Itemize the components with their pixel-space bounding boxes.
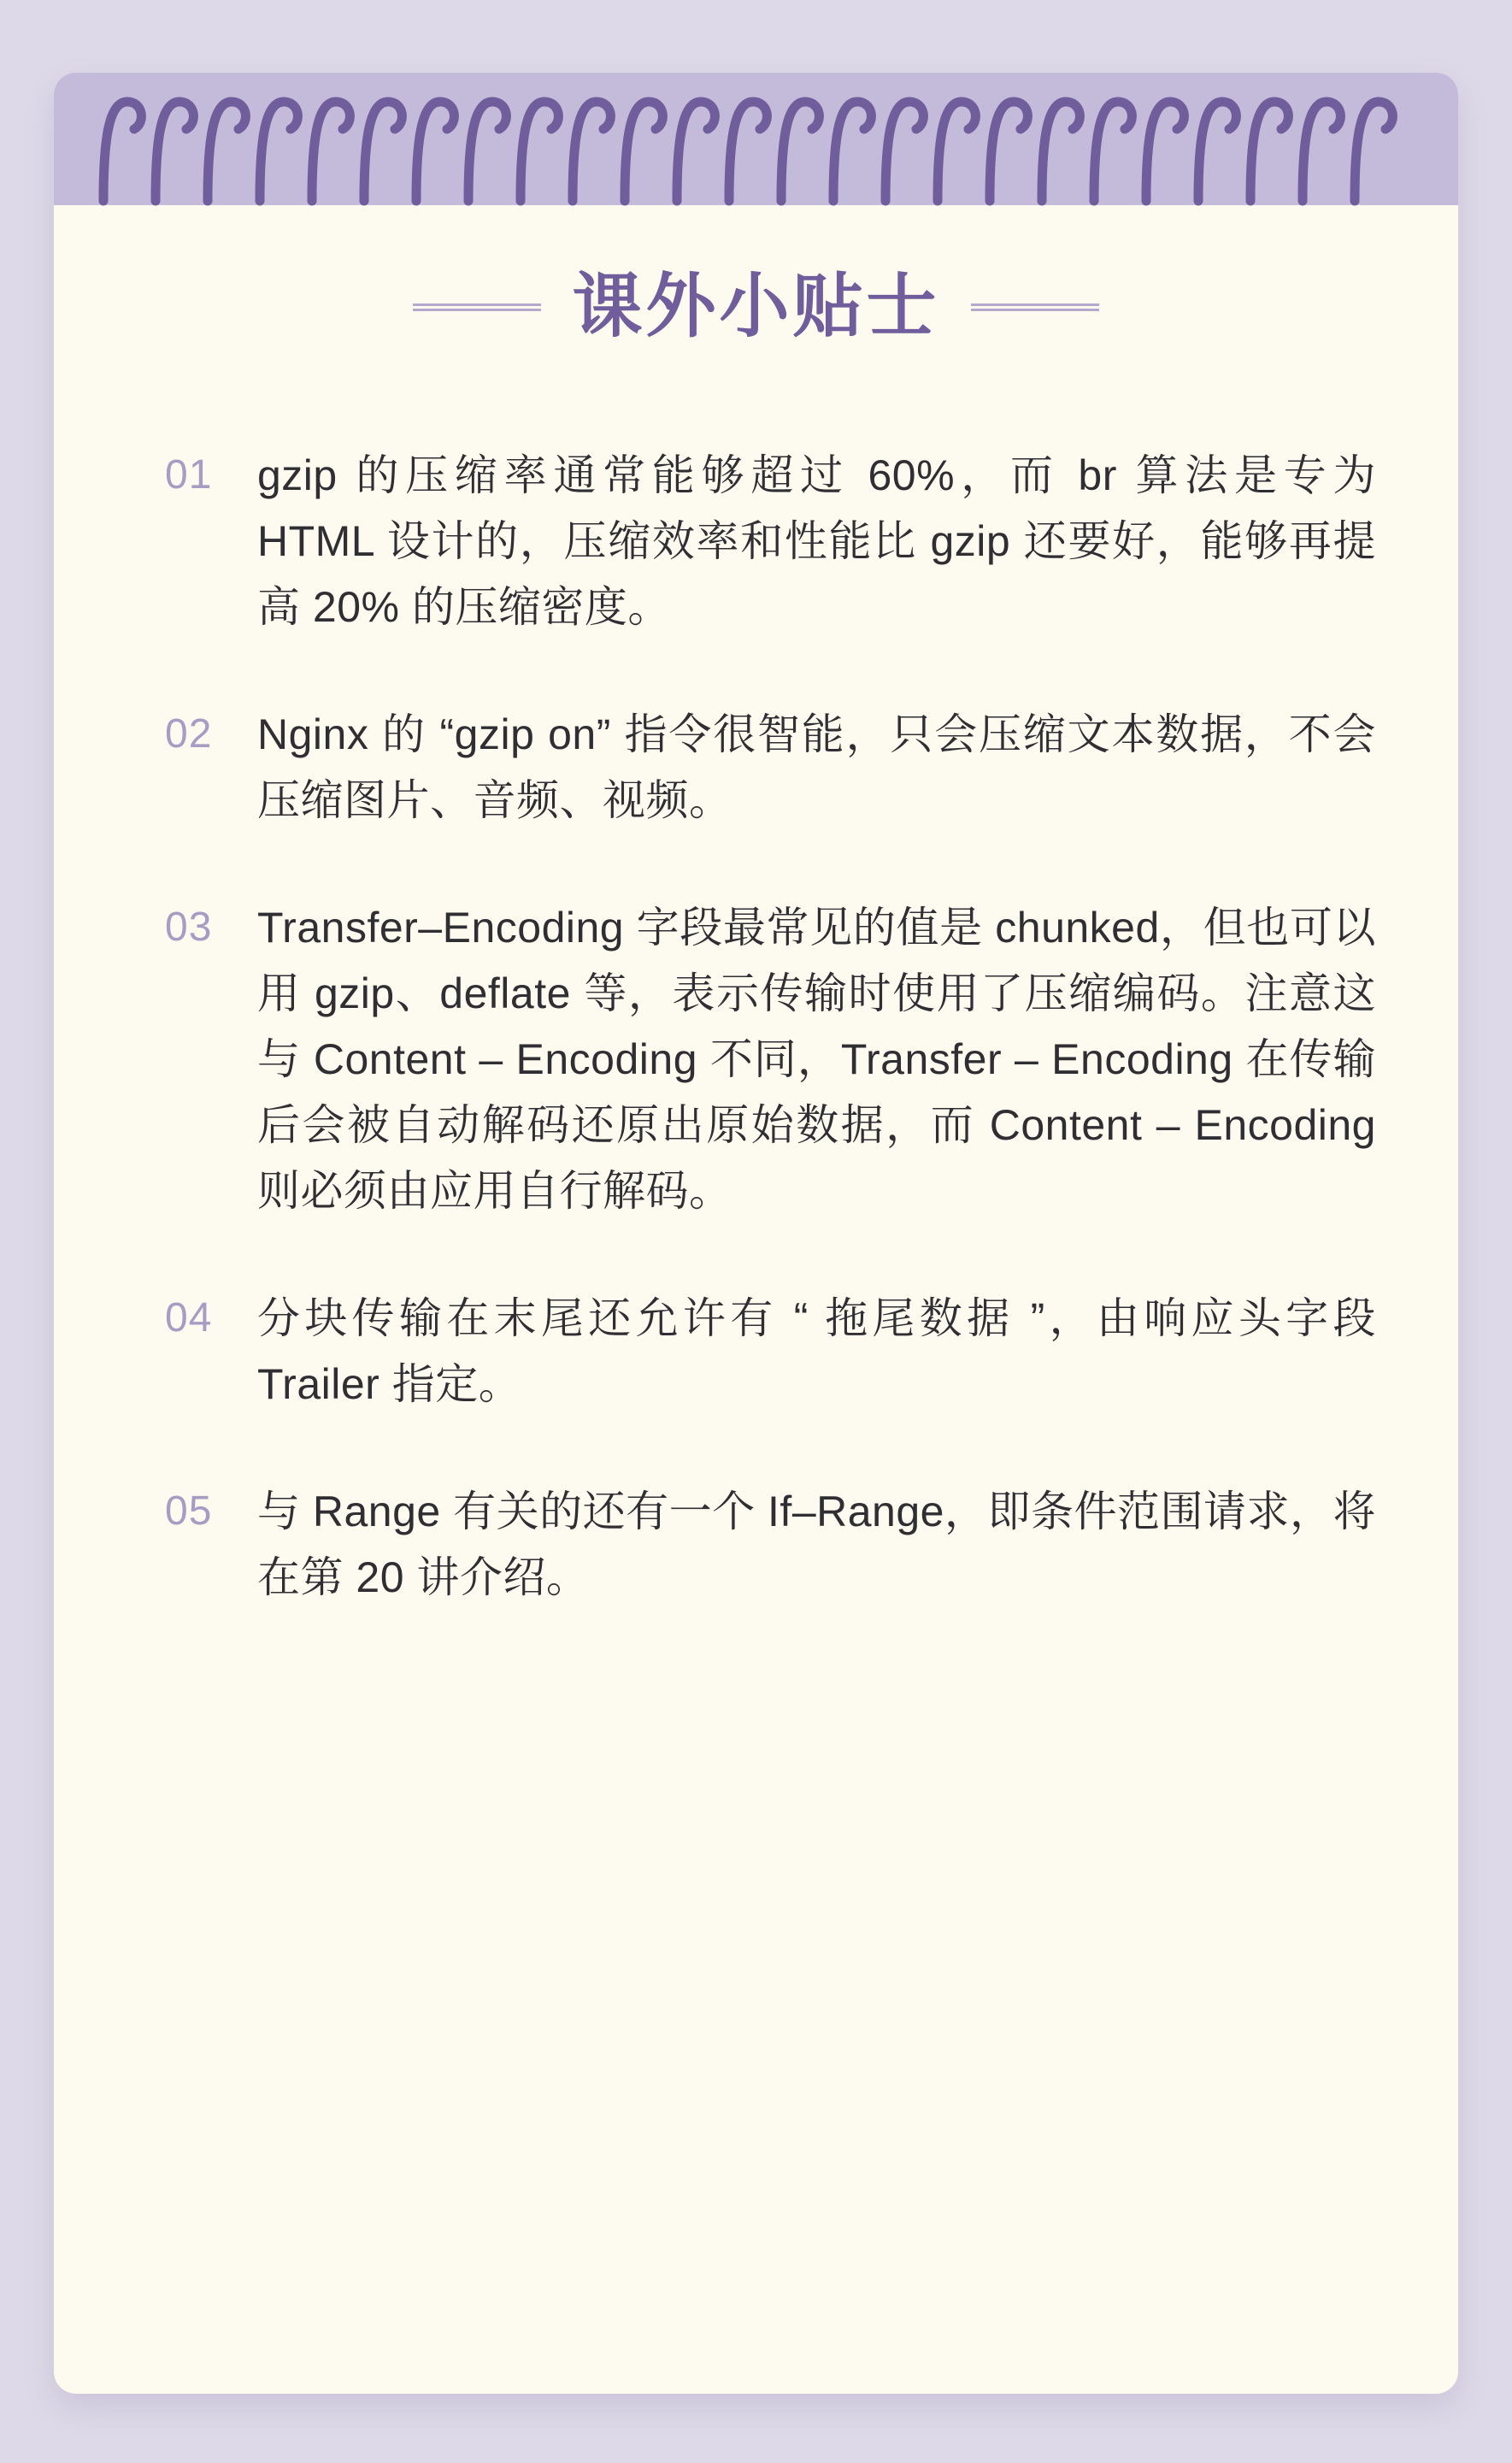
tip-text: Nginx 的 “gzip on” 指令很智能，只会压缩文本数据，不会压缩图片、音频、视频。 bbox=[257, 710, 1376, 824]
title-text: 课外小贴士 bbox=[572, 268, 940, 345]
tip-number: 03 bbox=[165, 904, 213, 950]
page-title bbox=[54, 268, 1458, 345]
list-item bbox=[165, 443, 1376, 640]
tip-number: 02 bbox=[165, 711, 213, 757]
notepad-card bbox=[54, 73, 1458, 2394]
tip-text: gzip 的压缩率通常能够超过 60%，而 br 算法是专为 HTML 设计的，压缩效率和性能比 gzip 还要好，能够再提高 20% 的压缩密度。 bbox=[257, 451, 1376, 631]
notepad-top-band bbox=[54, 73, 1458, 205]
tip-text: 分块传输在末尾还允许有 “ 拖尾数据 ”，由响应头字段 Trailer 指定。 bbox=[257, 1294, 1376, 1408]
tips-list bbox=[165, 443, 1376, 1611]
card-content bbox=[54, 205, 1458, 2394]
tip-text: 与 Range 有关的还有一个 If–Range，即条件范围请求，将在第 20 讲介绍。 bbox=[257, 1488, 1376, 1601]
title-rule-right bbox=[971, 303, 1099, 311]
tip-text: Transfer–Encoding 字段最常见的值是 chunked，但也可以用 gzip、deflate 等，表示传输时使用了压缩编码。注意这与 Content – Encoding 不同，Transfer – Encoding 在传输后会被自动解码还原出原始数据，而 Content – Encoding 则必须由应用自行解码。 bbox=[257, 904, 1376, 1215]
tip-number: 01 bbox=[165, 452, 213, 498]
list-item bbox=[165, 1479, 1376, 1611]
tip-number: 05 bbox=[165, 1488, 213, 1534]
tip-number: 04 bbox=[165, 1295, 213, 1341]
list-item bbox=[165, 895, 1376, 1224]
title-rule-left bbox=[413, 303, 541, 311]
list-item bbox=[165, 702, 1376, 834]
list-item bbox=[165, 1286, 1376, 1417]
